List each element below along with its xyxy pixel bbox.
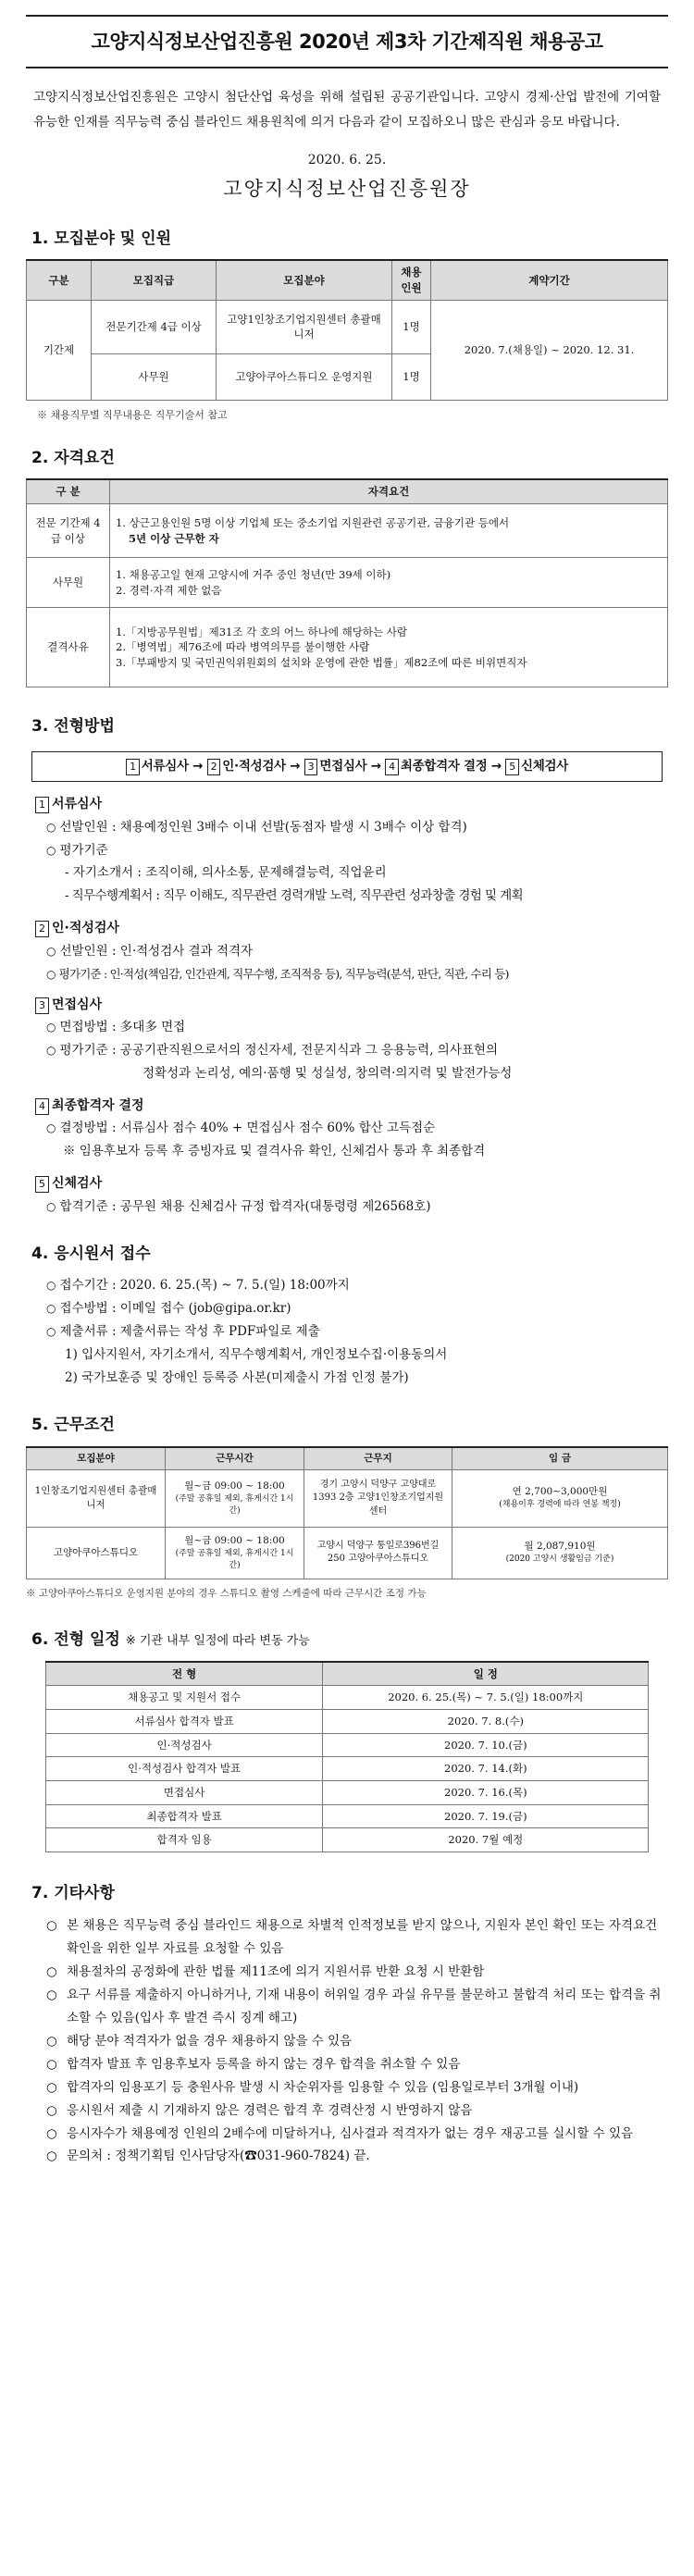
table-row <box>27 504 668 558</box>
table-cell: 고양아쿠아스튜디오 운영지원 <box>217 353 392 400</box>
table-row: 인·적성검사 합격자 발표 2020. 7. 14.(화) <box>45 1757 648 1781</box>
section-heading-schedule: 6. 전형 일정 ※ 기관 내부 일정에 따라 변동 가능 <box>31 1630 310 1650</box>
detail-line: ○ 평가기준 : 인·적성(책임감, 인간관계, 직무수행, 조직적응 등), 직무능력(분석, 판단, 직관, 수리 등) <box>46 966 509 981</box>
table-row: 면접심사 2020. 7. 16.(목) <box>45 1781 648 1805</box>
flow-arrow: → <box>370 758 381 774</box>
recruitment-table <box>26 259 668 400</box>
detail-line: ○ 접수기간 : 2020. 6. 25.(목) ~ 7. 5.(일) 18:00까지 <box>46 1278 350 1294</box>
list-item: ○ 합격자의 임용포기 등 충원사유 발생 시 차순위자를 임용할 수 있음 (임용일로부터 3개월 이내) <box>46 2079 579 2095</box>
list-item: ○ 요구 서류를 제출하지 아니하거나, 기재 내용이 허위일 경우 과실 유무를 불문하고 불합격 처리 또는 합격을 취소할 수 있음(입사 후 발견 즉시 징계 해고) <box>46 1987 662 2025</box>
flow-step: 서류심사 <box>141 758 189 774</box>
flow-arrow: → <box>192 758 204 774</box>
table-row: 최종합격자 발표 2020. 7. 19.(금) <box>45 1804 648 1828</box>
table-cell: 월 2,087,910원 (2020 고양시 생활임금 기준) <box>452 1527 668 1579</box>
misc-list <box>26 1914 668 2169</box>
requirement-item: 1. 채용공고일 현재 고양시에 거주 중인 청년(만 39세 이하) <box>116 567 391 581</box>
table-header: 임 금 <box>452 1447 668 1470</box>
table-row: 합격자 임용 2020. 7월 예정 <box>45 1828 648 1852</box>
table-cell <box>110 558 668 608</box>
subsection-document-review: 1 서류심사 <box>35 795 668 813</box>
table-note: ※ 채용직무별 직무내용은 직무기술서 참고 <box>37 408 228 421</box>
table-row <box>27 558 668 608</box>
conditions-table <box>26 1446 668 1579</box>
detail-line: ○ 평가기준 <box>46 842 108 858</box>
detail-line: ○ 합격기준 : 공무원 채용 신체검사 규정 합격자(대통령령 제26568호) <box>46 1198 431 1214</box>
flow-arrow: → <box>490 758 502 774</box>
table-header: 근무시간 <box>166 1447 304 1470</box>
table-header: 계약기간 <box>431 260 668 300</box>
table-cell: 1명 <box>392 300 431 353</box>
table-row <box>27 1469 668 1527</box>
table-cell: 1명 <box>392 353 431 400</box>
table-cell: 고양시 덕양구 통일로396번길 250 고양아쿠아스튜디오 <box>304 1527 452 1579</box>
table-cell <box>110 608 668 687</box>
table-cell <box>110 504 668 558</box>
flow-step: 면접심사 <box>319 758 367 774</box>
table-cell: 월~금 09:00 ~ 18:00 (주말 공휴일 제외, 휴게시간 1시간) <box>166 1469 304 1527</box>
section-heading-qualifications: 2. 자격요건 <box>31 448 115 467</box>
flow-step: 최종합격자 결정 <box>400 758 488 774</box>
table-cell: 기간제 <box>27 300 92 400</box>
flow-arrow: → <box>290 758 301 774</box>
table-header: 구분 <box>27 260 92 300</box>
subsection-physical-exam: 5 신체검사 <box>35 1174 668 1193</box>
requirement-item: 2.「병역법」제76조에 따라 병역의무를 불이행한 사람 <box>116 640 370 654</box>
table-header: 모집분야 <box>27 1447 166 1470</box>
list-item: ○ 채용절차의 공정화에 관한 법률 제11조에 의거 지원서류 반환 요청 시 반환함 <box>46 1963 485 1979</box>
table-cell: 고양아쿠아스튜디오 <box>27 1527 166 1579</box>
table-note: ※ 고양아쿠아스튜디오 운영지원 분야의 경우 스튜디오 촬영 스케줄에 따라 근무시간 조정 가능 <box>26 1587 427 1599</box>
requirement-item: 1.「지방공무원법」제31조 각 호의 어느 하나에 해당하는 사람 <box>116 625 407 638</box>
table-row <box>27 608 668 687</box>
list-item: ○ 응시원서 제출 시 기재하지 않은 경력은 합격 후 경력산정 시 반영하지 않음 <box>46 2102 473 2118</box>
requirement-item: 5년 이상 근무한 자 <box>129 531 219 545</box>
table-cell: 사무원 <box>92 353 217 400</box>
table-row: 인·적성검사 2020. 7. 10.(금) <box>45 1733 648 1757</box>
table-cell: 2020. 7.(채용일) ~ 2020. 12. 31. <box>431 300 668 400</box>
table-header: 일 정 <box>323 1662 649 1686</box>
list-item: ○ 응시자수가 채용예정 인원의 2배수에 미달하거나, 심사결과 적격자가 없는 경우 재공고를 실시할 수 있음 <box>46 2125 634 2141</box>
detail-line: ○ 면접방법 : 多대多 면접 <box>46 1020 186 1035</box>
requirement-item: 1. 상근고용인원 5명 이상 기업체 또는 중소기업 지원관련 공공기관, 금융기관 등에서 <box>116 515 510 529</box>
page-title: 고양지식정보산업진흥원 2020년 제3차 기간제직원 채용공고 <box>26 15 668 68</box>
detail-line: 1) 입사지원서, 자기소개서, 직무수행계획서, 개인정보수집·이용동의서 <box>65 1347 448 1363</box>
notice-date: 2020. 6. 25. <box>307 153 387 168</box>
flow-step: 인·적성검사 <box>222 758 286 774</box>
table-cell: 경기 고양시 덕양구 고양대로 1393 2층 고양1인창조기업지원센터 <box>304 1469 452 1527</box>
detail-line: ○ 결정방법 : 서류심사 점수 40% + 면접심사 점수 60% 합산 고득점순 <box>46 1121 436 1136</box>
requirement-item: 2. 경력·자격 제한 없음 <box>116 583 222 597</box>
intro-paragraph: 고양지식정보산업진흥원은 고양시 첨단산업 육성을 위해 설립된 공공기관입니다. 고양시 경제·산업 발전에 기여할 유능한 인재를 직무능력 중심 블라인드 채용원칙에 의거 다음과 같이 모집하오니 많은 관심과 응모 바랍니다. <box>33 90 661 130</box>
table-header: 구 분 <box>27 479 110 503</box>
section-heading-recruitment: 1. 모집분야 및 인원 <box>31 229 171 248</box>
requirement-item: 3.「부패방지 및 국민권익위원회의 설치와 운영에 관한 법률」제82조에 따른 비위면직자 <box>116 655 527 669</box>
detail-line: ○ 제출서류 : 제출서류는 작성 후 PDF파일로 제출 <box>46 1324 320 1340</box>
table-cell: 연 2,700~3,000만원 (채용이후 경력에 따라 연봉 책정) <box>452 1469 668 1527</box>
table-header: 근무지 <box>304 1447 452 1470</box>
detail-line: ○ 평가기준 : 공공기관직원으로서의 정신자세, 전문지식과 그 응용능력, 의사표현의 <box>46 1043 499 1059</box>
table-cell: 결격사유 <box>27 608 110 687</box>
qualifications-table <box>26 478 668 687</box>
section-heading-misc: 7. 기타사항 <box>31 1884 115 1903</box>
table-cell: 1인창조기업지원센터 총괄매니저 <box>27 1469 166 1527</box>
detail-line: ○ 선발인원 : 인·적성검사 결과 적격자 <box>46 943 254 959</box>
detail-line: - 자기소개서 : 조직이해, 의사소통, 문제해결능력, 직업윤리 <box>65 865 387 881</box>
table-header: 모집직급 <box>92 260 217 300</box>
list-item: ○ 해당 분야 적격자가 없을 경우 채용하지 않을 수 있음 <box>46 2033 353 2049</box>
detail-line: ※ 임용후보자 등록 후 증빙자료 및 결격사유 확인, 신체검사 통과 후 최종합격 <box>63 1144 486 1159</box>
flow-step: 신체검사 <box>520 758 568 774</box>
schedule-table <box>45 1661 649 1852</box>
list-item: ○ 합격자 발표 후 임용후보자 등록을 하지 않는 경우 합격을 취소할 수 있음 <box>46 2056 461 2072</box>
issuer-name: 고양지식정보산업진흥원장 <box>223 178 471 201</box>
table-header: 자격요건 <box>110 479 668 503</box>
section-heading-conditions: 5. 근무조건 <box>31 1416 115 1435</box>
detail-line: ○ 접수방법 : 이메일 접수 (job@gipa.or.kr) <box>46 1301 291 1317</box>
table-cell: 사무원 <box>27 558 110 608</box>
detail-line: 정확성과 논리성, 예의·품행 및 성실성, 창의력·의지력 및 발전가능성 <box>143 1066 513 1082</box>
list-item: ○ 문의처 : 정책기획팀 인사담당자(☎031-960-7824) 끝. <box>46 2149 370 2164</box>
detail-line: ○ 선발인원 : 채용예정인원 3배수 이내 선발(동점자 발생 시 3배수 이상 합격) <box>46 819 467 835</box>
selection-flow: 1 서류심사 → 2 인·적성검사 → 3 면접심사 → 4 최종합격자 결정 → 5 신체검사 <box>31 751 663 783</box>
table-row: 서류심사 합격자 발표 2020. 7. 8.(수) <box>45 1710 648 1734</box>
subsection-interview: 3 면접심사 <box>35 996 668 1014</box>
table-header: 모집분야 <box>217 260 392 300</box>
table-cell: 전문기간제 4급 이상 <box>92 300 217 353</box>
detail-line: 2) 국가보훈증 및 장애인 등록증 사본(미제출시 가점 인정 불가) <box>65 1370 409 1386</box>
table-cell: 고양1인창조기업지원센터 총괄매니저 <box>217 300 392 353</box>
table-cell: 월~금 09:00 ~ 18:00 (주말 공휴일 제외, 휴게시간 1시간) <box>166 1527 304 1579</box>
section-heading-selection: 3. 전형방법 <box>31 717 115 737</box>
table-header: 채용인원 <box>392 260 431 300</box>
table-row: 채용공고 및 지원서 접수 2020. 6. 25.(목) ~ 7. 5.(일) 18:00까지 <box>45 1686 648 1710</box>
list-item: ○ 본 채용은 직무능력 중심 블라인드 채용으로 차별적 인적정보를 받지 않으나, 지원자 본인 확인 또는 자격요건 확인을 위한 일부 자료를 요청할 수 있음 <box>46 1917 658 1956</box>
table-row <box>27 1527 668 1579</box>
subsection-aptitude-test: 2 인·적성검사 <box>35 919 668 937</box>
table-header: 전 형 <box>45 1662 323 1686</box>
detail-line: - 직무수행계획서 : 직무 이해도, 직무관련 경력개발 노력, 직무관련 성과창출 경험 및 계획 <box>65 888 524 904</box>
table-row <box>27 300 668 353</box>
subsection-final-decision: 4 최종합격자 결정 <box>35 1096 668 1115</box>
section-heading-application: 4. 응시원서 접수 <box>31 1244 151 1263</box>
table-cell: 전문 기간제 4급 이상 <box>27 504 110 558</box>
